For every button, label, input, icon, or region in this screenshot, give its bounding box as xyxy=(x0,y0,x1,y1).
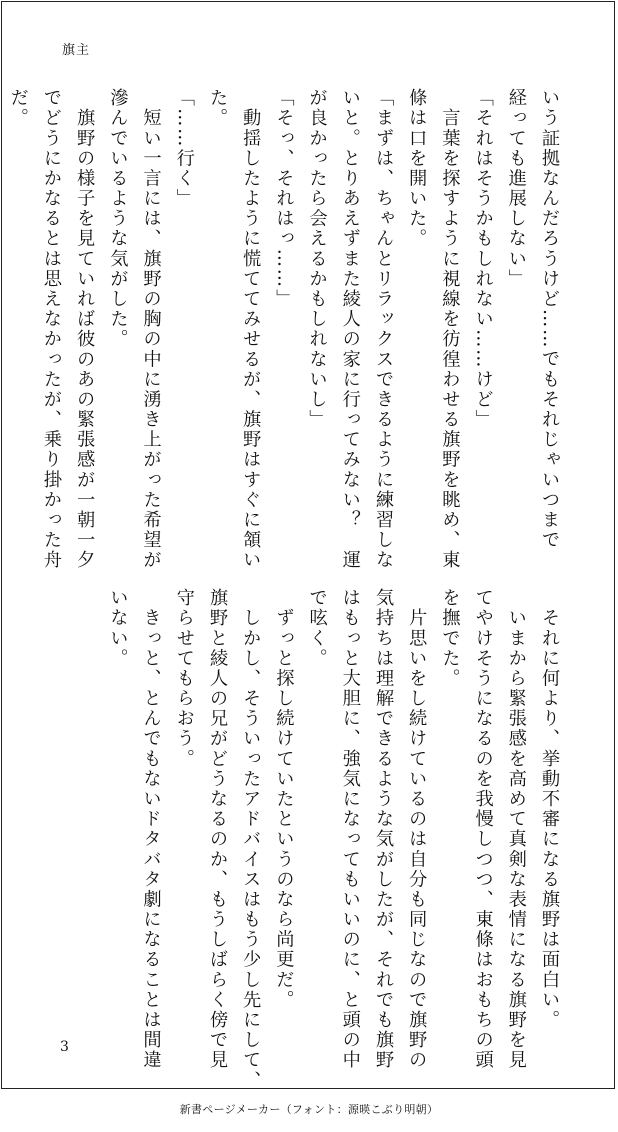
text-line: はもっと大胆に、強気になってもいいのに、と頭の中 xyxy=(339,588,361,1071)
text-line: 守らせてもらおう。 xyxy=(173,588,195,769)
running-title: 旗主 xyxy=(62,43,91,58)
text-line: 動揺したように慌ててみせるが、旗野はすぐに頷い xyxy=(240,88,262,571)
text-line: でどうにかなるとは思えなかったが、乗り掛かった舟 xyxy=(40,88,62,571)
text-line: いまから緊張感を高めて真剣な表情になる旗野を見 xyxy=(505,588,527,1071)
text-line: だ。 xyxy=(7,88,29,129)
text-line: 滲んでいるような気がした。 xyxy=(107,88,129,350)
text-line: 「まずは、ちゃんとリラックスできるように練習しな xyxy=(372,88,394,571)
text-line: 経っても進展しない」 xyxy=(505,88,527,289)
text-line: 條は口を開いた。 xyxy=(406,88,428,249)
text-line: 短い一言には、旗野の胸の中に湧き上がった希望が xyxy=(140,88,162,571)
text-line: を撫でた。 xyxy=(439,588,461,689)
text-line: ずっと探し続けていたというのなら尚更だ。 xyxy=(273,588,295,1010)
text-line: た。 xyxy=(206,88,228,129)
text-line: 「……行く」 xyxy=(173,88,195,209)
text-line: てやけそうになるのを我慢しつつ、東條はおもちの頭 xyxy=(472,588,494,1071)
text-line: 気持ちは理解できるような気がしたが、それでも旗野 xyxy=(372,588,394,1071)
text-line: 「それはそうかもしれない……けど」 xyxy=(472,88,494,430)
upper-text-column xyxy=(7,88,566,571)
text-line: 言葉を探すように視線を彷徨わせる旗野を眺め、東 xyxy=(439,88,461,571)
text-line: いう証拠なんだろうけど……でもそれじゃいつまで xyxy=(539,88,560,551)
text-line: で呟く。 xyxy=(306,588,328,669)
lower-text-column xyxy=(46,588,566,1091)
text-line: それに何より、挙動不審になる旗野は面白い。 xyxy=(539,588,560,1030)
page-number: 3 xyxy=(60,1039,69,1055)
generator-credit: 新書ページメーカー（フォント：源暎こぶり明朝） xyxy=(179,1103,439,1116)
text-line: 片思いをし続けているのは自分も同じなので旗野の xyxy=(406,588,428,1071)
text-line: 旗野の様子を見ていれば彼のあの緊張感が一朝一夕 xyxy=(74,88,96,571)
text-line: いと。とりあえずまた綾人の家に行ってみない？ 運 xyxy=(339,88,361,571)
text-line: 旗野と綾人の兄がどうなるのか、もうしばらく傍で見 xyxy=(206,588,228,1071)
text-line: が良かったら会えるかもしれないし」 xyxy=(306,88,328,430)
text-line: しかし、そういったアドバイスはもう少し先にして、 xyxy=(240,588,262,1091)
text-line: いない。 xyxy=(107,588,129,669)
text-line: 「そっ、それはっ……」 xyxy=(273,88,295,309)
book-page xyxy=(1,1,615,1089)
text-line: きっと、とんでもないドタバタ劇になることは間違 xyxy=(140,588,162,1071)
